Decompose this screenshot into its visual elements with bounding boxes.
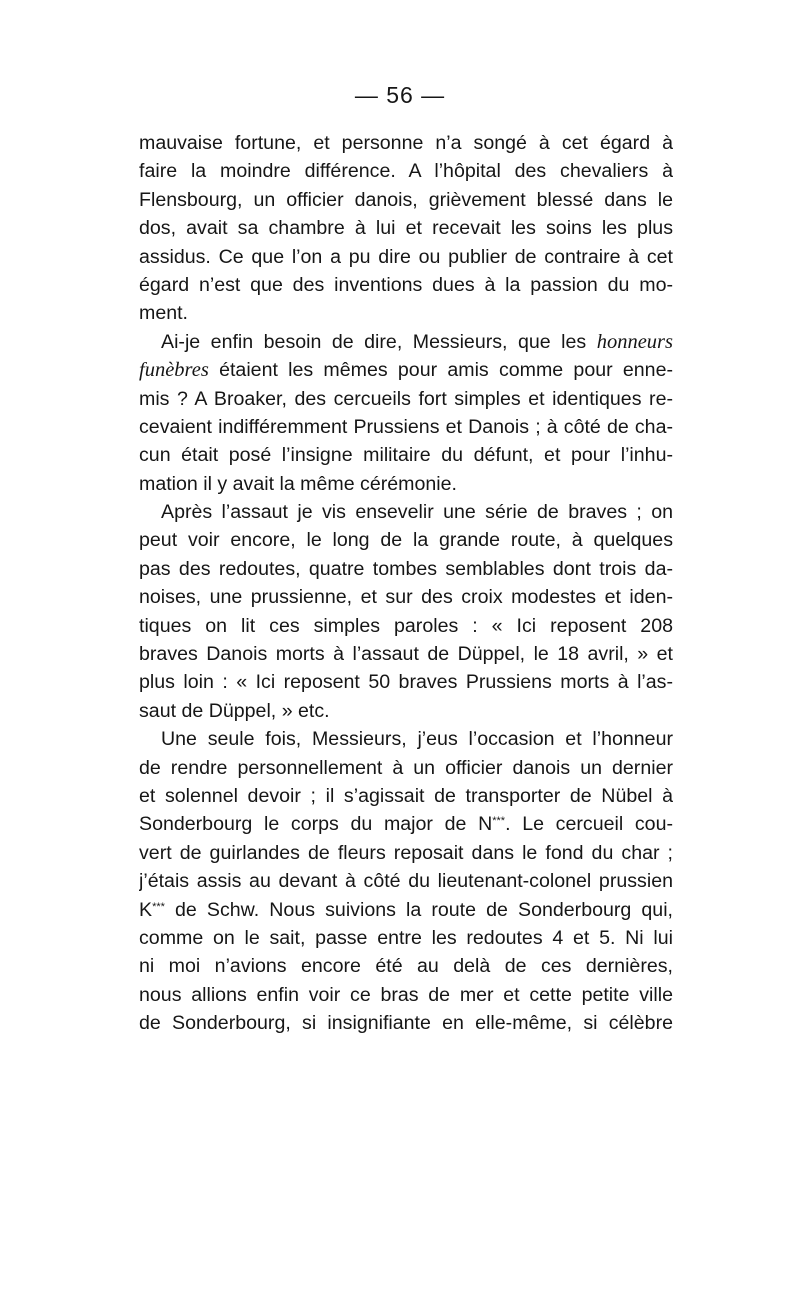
text-line: mation il y avait la même cérémonie. (139, 472, 457, 495)
text-line: Une seule fois, Messieurs, j’eus l’occasion et l’honneur (161, 728, 673, 751)
text-line: Sonderbourg le corps du major de N***. Le cercueil cou- (139, 813, 673, 836)
text-line: ment. (139, 302, 189, 325)
text-line: de Sonderbourg, si insignifiante en elle-même, si célèbre (139, 1012, 673, 1035)
text-line: de rendre personnellement à un officier danois un dernier (139, 756, 673, 779)
text-line: nous allions enfin voir ce bras de mer et cette petite ville (139, 983, 673, 1006)
text-line: ni moi n’avions encore été au delà de ces dernières, (139, 955, 673, 978)
text-line: funèbres étaient les mêmes pour amis comme pour enne- (139, 359, 673, 382)
text-line: K*** de Schw. Nous suivions la route de Sonderbourg qui, (139, 898, 673, 921)
text-line: cevaient indifféremment Prussiens et Danois ; à côté de cha- (139, 415, 673, 438)
text-line: tiques on lit ces simples paroles : « Ici reposent 208 (139, 614, 673, 637)
text-line: assidus. Ce que l’on a pu dire ou publier de contraire à cet (139, 245, 673, 268)
text-line: Flensbourg, un officier danois, grièvement blessé dans le (139, 188, 673, 211)
text-line: cun était posé l’insigne militaire du défunt, et pour l’inhu- (139, 444, 673, 467)
text-line: noises, une prussienne, et sur des croix modestes et iden- (139, 586, 673, 609)
text-line: faire la moindre différence. A l’hôpital des chevaliers à (139, 160, 673, 183)
text-line: vert de guirlandes de fleurs reposait dans le fond du char ; (139, 841, 673, 864)
text-line: plus loin : « Ici reposent 50 braves Prussiens morts à l’as- (139, 671, 673, 694)
page-number: — 56 — (354, 82, 446, 108)
text-line: Après l’assaut je vis ensevelir une série de braves ; on (161, 501, 673, 524)
text-line: braves Danois morts à l’assaut de Düppel, le 18 avril, » et (139, 643, 673, 666)
text-line: dos, avait sa chambre à lui et recevait les soins les plus (139, 217, 673, 240)
text-line: pas des redoutes, quatre tombes semblables dont trois da- (139, 557, 673, 580)
text-line: j’étais assis au devant à côté du lieutenant-colonel prussien (139, 870, 673, 893)
text-line: peut voir encore, le long de la grande route, à quelques (139, 529, 673, 552)
body-text (139, 129, 673, 1038)
text-line: saut de Düppel, » etc. (139, 699, 330, 722)
text-line: comme on le sait, passe entre les redoutes 4 et 5. Ni lui (139, 926, 673, 949)
text-line: mis ? A Broaker, des cercueils fort simples et identiques re- (139, 387, 673, 410)
text-line: égard n’est que des inventions dues à la passion du mo- (139, 273, 673, 296)
text-line: et solennel devoir ; il s’agissait de transporter de Nübel à (139, 784, 673, 807)
text-line: Ai-je enfin besoin de dire, Messieurs, que les honneurs (161, 330, 673, 353)
text-line: mauvaise fortune, et personne n’a songé à cet égard à (139, 132, 673, 154)
